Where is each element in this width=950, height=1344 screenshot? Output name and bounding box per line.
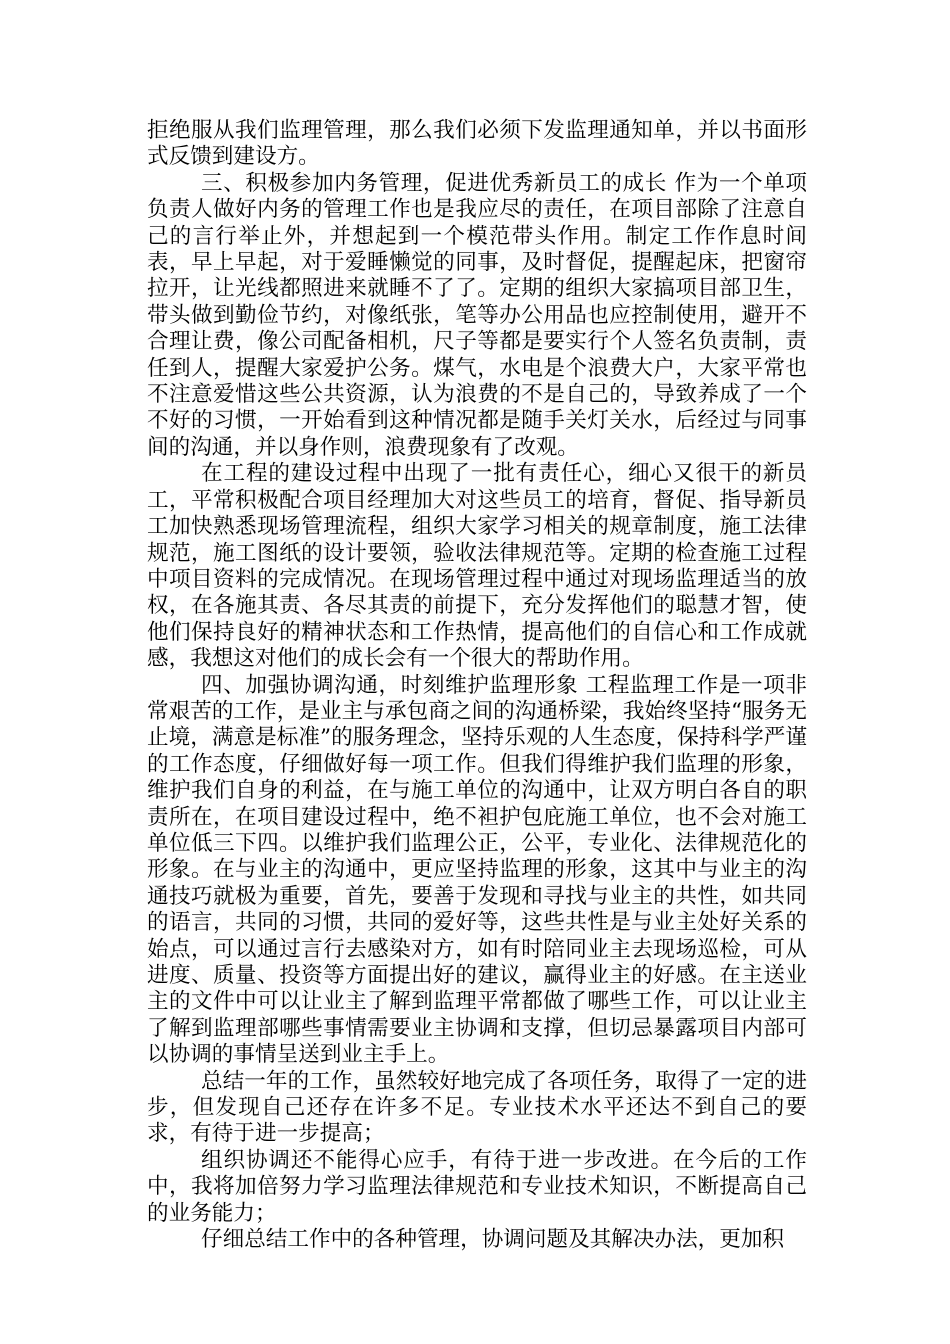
paragraph-3: 在工程的建设过程中出现了一批有责任心，细心又很干的新员工，平常积极配合项目经理加大对这些员工的培育，督促、指导新员工加快熟悉现场管理流程，组织大家学习相关的规章制度，施工法律规范，施工图纸的设计要领，验收法律规范等。定期的检查施工过程中项目资料的完成情况。在现场管理过程中通过对现场监理适当的放权，在各施其责、各尽其责的前提下，充分发挥他们的聪慧才智，使他们保持良好的精神状态和工作热情，提高他们的自信心和工作成就感，我想这对他们的成长会有一个很大的帮助作用。 [147, 461, 807, 672]
paragraph-4: 四、加强协调沟通，时刻维护监理形象 工程监理工作是一项非常艰苦的工作，是业主与承包商之间的沟通桥梁，我始终坚持“服务无止境，满意是标准”的服务理念，坚持乐观的人生态度，保持科学严谨的工作态度，仔细做好每一项工作。但我们得维护我们监理的形象，维护我们自身的利益，在与施工单位的沟通中，让双方明白各自的职责所在，在项目建设过程中，绝不袒护包庇施工单位，也不会对施工单位低三下四。以维护我们监理公正，公平，专业化、法律规范化的形象。在与业主的沟通中，更应坚持监理的形象，这其中与业主的沟通技巧就极为重要，首先，要善于发现和寻找与业主的共性，如共同的语言，共同的习惯，共同的爱好等，这些共性是与业主处好关系的始点，可以通过言行去感染对方，如有时陪同业主去现场巡检，可从进度、质量、投资等方面提出好的建议，赢得业主的好感。在主送业主的文件中可以让业主了解到监理平常都做了哪些工作，可以让业主了解到监理部哪些事情需要业主协调和支撑，但切忌暴露项目内部可以协调的事情呈送到业主手上。 [147, 672, 807, 1068]
paragraph-2: 三、积极参加内务管理，促进优秀新员工的成长 作为一个单项负责人做好内务的管理工作也是我应尽的责任，在项目部除了注意自己的言行举止外，并想起到一个模范带头作用。制定工作作息时间表，早上早起，对于爱睡懒觉的同事，及时督促，提醒起床，把窗帘拉开，让光线都照进来就睡不了了。定期的组织大家搞项目部卫生，带头做到勤俭节约，对像纸张，笔等办公用品也应控制使用，避开不合理让费，像公司配备相机，尺子等都是要实行个人签名负责制，责任到人，提醒大家爱护公务。煤气，水电是个浪费大户，大家平常也不注意爱惜这些公共资源，认为浪费的不是自己的，导致养成了一个不好的习惯，一开始看到这种情况都是随手关灯关水，后经过与同事间的沟通，并以身作则，浪费现象有了改观。 [147, 170, 807, 460]
paragraph-7: 仔细总结工作中的各种管理，协调问题及其解决办法，更加积 [201, 1227, 785, 1253]
document-body [147, 118, 807, 1253]
paragraph-5: 总结一年的工作，虽然较好地完成了各项任务，取得了一定的进步，但发现自己还存在许多不足。专业技术水平还达不到自己的要求，有待于进一步提高； [147, 1068, 807, 1147]
paragraph-1: 拒绝服从我们监理管理，那么我们必须下发监理通知单，并以书面形式反馈到建设方。 [147, 118, 807, 170]
paragraph-6: 组织协调还不能得心应手，有待于进一步改进。在今后的工作中，我将加倍努力学习监理法律规范和专业技术知识，不断提高自己的业务能力； [147, 1147, 807, 1226]
